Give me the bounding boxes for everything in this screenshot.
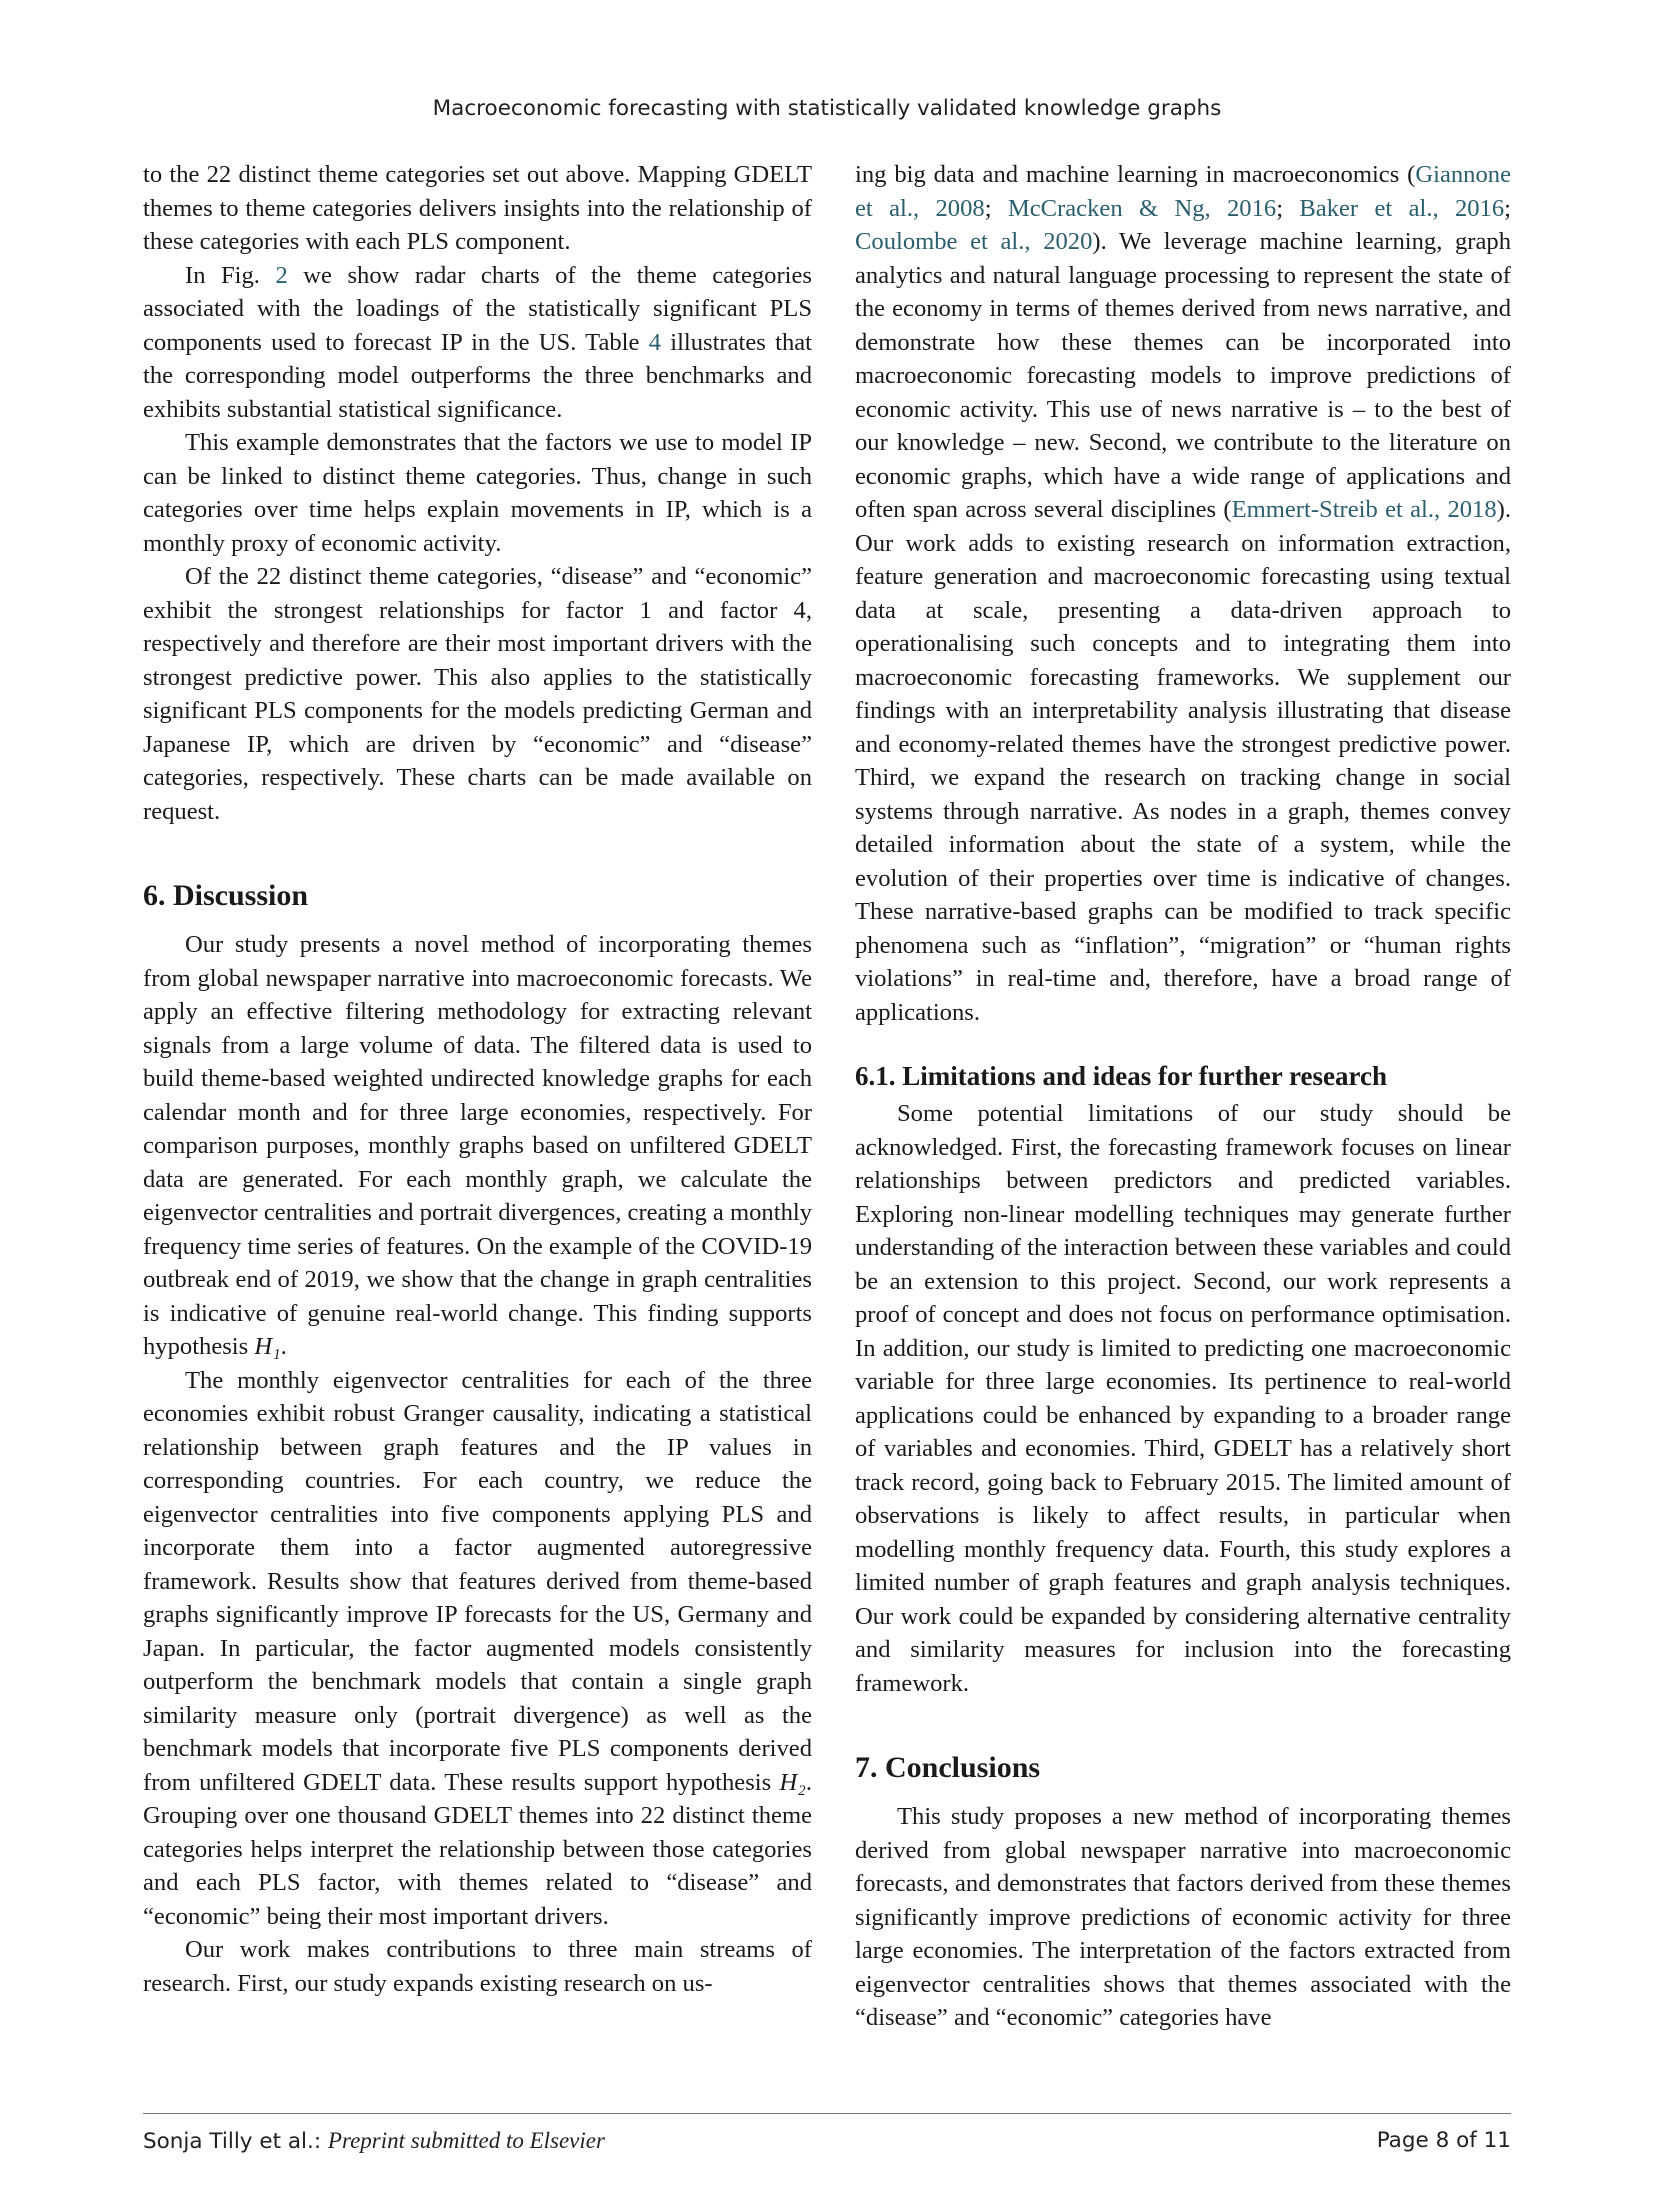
paragraph: Our work makes contributions to three main streams of research. First, our study expands existing research on us- (143, 1936, 812, 1997)
paragraph: Our study presents a novel method of incorporating themes from global newspaper narrative into macroeconomic forecasts. We apply an effective filtering methodology for extracting relevant signals from a large volume of data. The filtered data is used to build theme-based weighted undirected knowledge graphs for each calendar month and for three large economies, respectively. For comparison purposes, monthly graphs based on unfiltered GDELT data are generated. For each monthly graph, we calculate the eigenvector centralities and portrait divergences, creating a monthly frequency time series of features. On the example of the COVID-19 outbreak end of 2019, we show that the change in graph centralities is indicative of genuine real-world change. This finding supports hypothesis H₁. (143, 931, 812, 1360)
footer-credit: Sonja Tilly et al.: Preprint submitted to Elsevier (143, 2128, 605, 2154)
running-header: Macroeconomic forecasting with statistically validated knowledge graphs (432, 96, 1222, 121)
citation-link[interactable]: McCracken & Ng, 2016 (1007, 194, 1277, 222)
figure-ref-link[interactable]: 2 (275, 261, 288, 289)
paragraph: This study proposes a new method of incorporating themes derived from global newspaper narrative into macroeconomic forecasts, and demonstrates that factors derived from these themes significantly improve predictions of economic activity for three large economies. The interpretation of the factors extracted from eigenvector centralities shows that themes associated with the “disease” and “economic” categories have (855, 1803, 1511, 2031)
math-h2: H₂ (779, 1768, 806, 1796)
table-ref-link[interactable]: 4 (648, 328, 661, 356)
section-heading-conclusions: 7. Conclusions (855, 1751, 1041, 1784)
paragraph: Of the 22 distinct theme categories, “disease” and “economic” exhibit the strongest relationships for factor 1 and factor 4, respectively and therefore are their most important drivers with the strongest predictive power. This also applies to the statistically significant PLS components for the models predicting German and Japanese IP, which are driven by “economic” and “disease” categories, respectively. These charts can be made available on request. (143, 563, 812, 825)
citation-link[interactable]: Baker et al., 2016 (1299, 194, 1505, 222)
page-number: Page 8 of 11 (1376, 2128, 1511, 2153)
right-column (855, 158, 1511, 2035)
footer-venue: Preprint submitted to Elsevier (327, 2128, 605, 2153)
math-h1: H₁ (254, 1333, 281, 1360)
paragraph: to the 22 distinct theme categories set out above. Mapping GDELT themes to theme categories delivers insights into the relationship of these categories with each PLS component. (143, 161, 812, 255)
left-column (143, 158, 812, 2000)
citation-link[interactable]: Emmert-Streib et al., 2018 (1231, 496, 1497, 523)
section-heading-discussion: 6. Discussion (143, 879, 309, 912)
paragraph: Some potential limitations of our study should be acknowledged. First, the forecasting framework focuses on linear relationships between predictors and predicted variables. Exploring non-linear modelling techniques may generate further understanding of the interaction between these variables and could be an extension to this project. Second, our work represents a proof of concept and does not focus on performance optimisation. In addition, our study is limited to predicting one macroeconomic variable for three large economies. Its pertinence to real-world applications could be enhanced by expanding to a broader range of variables and economies. Third, GDELT has a relatively short track record, going back to February 2015. The limited amount of observations is likely to affect results, in particular when modelling monthly frequency data. Fourth, this study explores a limited number of graph features and graph analysis techniques. Our work could be expanded by considering alternative centrality and similarity measures for inclusion into the forecasting framework. (855, 1100, 1511, 1697)
citation-link[interactable]: Coulombe et al., 2020 (855, 228, 1093, 255)
citation-link[interactable]: Giannone et al., 2008 (855, 161, 1511, 222)
subsection-heading-limitations: 6.1. Limitations and ideas for further research (855, 1061, 1387, 1091)
footer-divider (143, 2113, 1511, 2114)
paragraph: In Fig. 2 we show radar charts of the theme categories associated with the loadings of the statistically significant PLS components used to forecast IP in the US. Table 4 illustrates that the corresponding model outperforms the three benchmarks and exhibits substantial statistical significance. (143, 261, 812, 423)
paragraph: This example demonstrates that the factors we use to model IP can be linked to distinct theme categories. Thus, change in such categories over time helps explain movements in IP, which is a monthly proxy of economic activity. (143, 429, 812, 557)
paragraph: ing big data and machine learning in macroeconomics (Giannone et al., 2008; McCracken & Ng, 2016; Baker et al., 2016; Coulombe et al., 2020). We leverage machine learning, graph analytics and natural language processing to represent the state of the economy in terms of themes derived from news narrative, and demonstrate how these themes can be incorporated into macroeconomic forecasting models to improve predictions of economic activity. This use of news narrative is – to the best of our knowledge – new. Second, we contribute to the literature on economic graphs, which have a wide range of applications and often span across several disciplines (Emmert-Streib et al., 2018). Our work adds to existing research on information extraction, feature generation and macroeconomic forecasting using textual data at scale, presenting a data-driven approach to operationalising such concepts and to integrating them into macroeconomic forecasting frameworks. We supplement our findings with an interpretability analysis illustrating that disease and economy-related themes have the strongest predictive power. Third, we expand the research on tracking change in social systems through narrative. As nodes in a graph, themes convey detailed information about the state of a system, while the evolution of their properties over time is indicative of changes. These narrative-based graphs can be modified to track specific phenomena such as “inflation”, “migration” or “human rights violations” in real-time and, therefore, have a broad range of applications. (855, 161, 1511, 1026)
paragraph: The monthly eigenvector centralities for each of the three economies exhibit robust Granger causality, indicating a statistical relationship between graph features and the IP values in corresponding countries. For each country, we reduce the eigenvector centralities into five components applying PLS and incorporate them into a factor augmented autoregressive framework. Results show that features derived from theme-based graphs significantly improve IP forecasts for the US, Germany and Japan. In particular, the factor augmented models consistently outperform the benchmark models that contain a single graph similarity measure only (portrait divergence) as well as the benchmark models that incorporate five PLS components derived from unfiltered GDELT data. These results support hypothesis H₂. Grouping over one thousand GDELT themes into 22 distinct theme categories helps interpret the relationship between those categories and each PLS factor, with themes related to “disease” and “economic” being their most important drivers. (143, 1366, 812, 1930)
